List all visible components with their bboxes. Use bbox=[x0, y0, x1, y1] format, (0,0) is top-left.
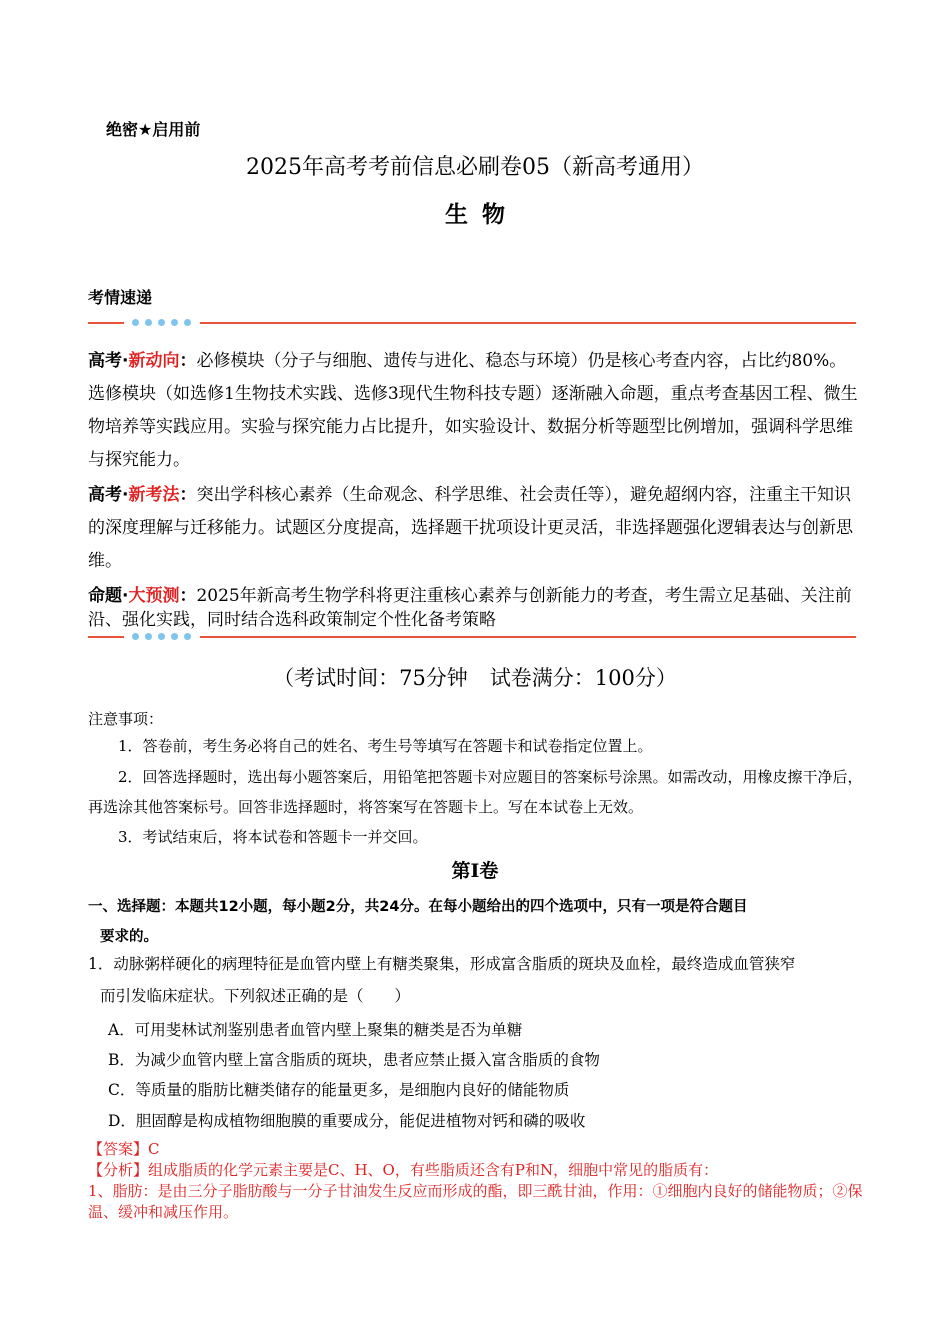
block-text: 2025年新高考生物学科将更注重核心素养与创新能力的考查，考生需立足基础、关注前沿、强化实践，同时结合选科政策制定个性化备考策略 bbox=[88, 586, 852, 630]
overview-block-new-method bbox=[88, 479, 860, 578]
star-icon: ★ bbox=[138, 120, 153, 139]
overview-divider-bottom bbox=[88, 632, 856, 642]
block-label: 命题·大预测： bbox=[88, 586, 197, 606]
paper-title: 2025年高考考前信息必刷卷05（新高考通用） bbox=[246, 155, 704, 180]
volume-title: 第Ⅰ卷 bbox=[451, 860, 499, 882]
block-text: 必修模块（分子与细胞、遗传与进化、稳态与环境）仍是核心考查内容，占比约80%。选修模块（如选修1生物技术实践、选修3现代生物科技专题）逐渐融入命题，重点考查基因工程、微生物培养等实践应用。实验与探究能力占比提升，如实验设计、数据分析等题型比例增加，强调科学思维与探究能力。 bbox=[88, 351, 858, 470]
block-text: 突出学科核心素养（生命观念、科学思维、社会责任等），避免超纲内容，注重主干知识的深度理解与迁移能力。试题区分度提高，选择题干扰项设计更灵活，非选择题强化逻辑表达与创新思维。 bbox=[88, 485, 853, 571]
option-a: A．可用斐林试剂鉴别患者血管内壁上聚集的糖类是否为单糖 bbox=[108, 1021, 523, 1039]
option-b: B．为减少血管内壁上富含脂质的斑块，患者应禁止摄入富含脂质的食物 bbox=[108, 1051, 600, 1069]
overview-block-prediction bbox=[88, 584, 860, 632]
overview-divider-top bbox=[88, 318, 856, 328]
overview-block-new-trend bbox=[88, 345, 860, 477]
analysis-point: 1、脂肪：是由三分子脂肪酸与一分子甘油发生反应而形成的酯，即三酰甘油，作用：①细胞内良好的储能物质；②保温、缓冲和减压作用。 bbox=[88, 1182, 863, 1221]
option-d: D．胆固醇是构成植物细胞膜的重要成分，能促进植物对钙和磷的吸收 bbox=[108, 1112, 586, 1130]
notice-item: 2．回答选择题时，选出每小题答案后，用铅笔把答题卡对应题目的答案标号涂黑。如需改动，用橡皮擦干净后，再选涂其他答案标号。回答非选择题时，将答案写在答题卡上。写在本试卷上无效。 bbox=[88, 768, 863, 816]
analysis: 【分析】组成脂质的化学元素主要是C、H、O，有些脂质还含有P和N，细胞中常见的脂质有： bbox=[88, 1161, 719, 1179]
notice-item: 3．考试结束后，将本试卷和答题卡一并交回。 bbox=[118, 828, 428, 846]
exam-info: （考试时间：75分钟 试卷满分：100分） bbox=[273, 666, 677, 690]
option-c: C．等质量的脂肪比糖类储存的能量更多，是细胞内良好的储能物质 bbox=[108, 1081, 570, 1099]
answer: 【答案】C bbox=[88, 1140, 160, 1158]
block-label: 高考·新动向： bbox=[88, 351, 197, 371]
question-stem: 1．动脉粥样硬化的病理特征是血管内壁上有糖类聚集，形成富含脂质的斑块及血栓，最终造成血管狭窄 而引发临床症状。下列叙述正确的是（ ） bbox=[88, 955, 796, 1005]
subject-title: 生物 bbox=[445, 201, 519, 228]
confidential-mark: 绝密★启用前 bbox=[106, 120, 201, 139]
notice-item: 1．答卷前，考生务必将自己的姓名、考生号等填写在答题卡和试卷指定位置上。 bbox=[118, 737, 653, 755]
overview-heading: 考情速递 bbox=[88, 288, 153, 307]
block-label: 高考·新考法： bbox=[88, 485, 197, 505]
section-instructions: 一、选择题：本题共12小题，每小题2分，共24分。在每小题给出的四个选项中，只有一项是符合题目 要求的。 bbox=[88, 899, 748, 945]
notice-heading: 注意事项： bbox=[88, 710, 164, 728]
